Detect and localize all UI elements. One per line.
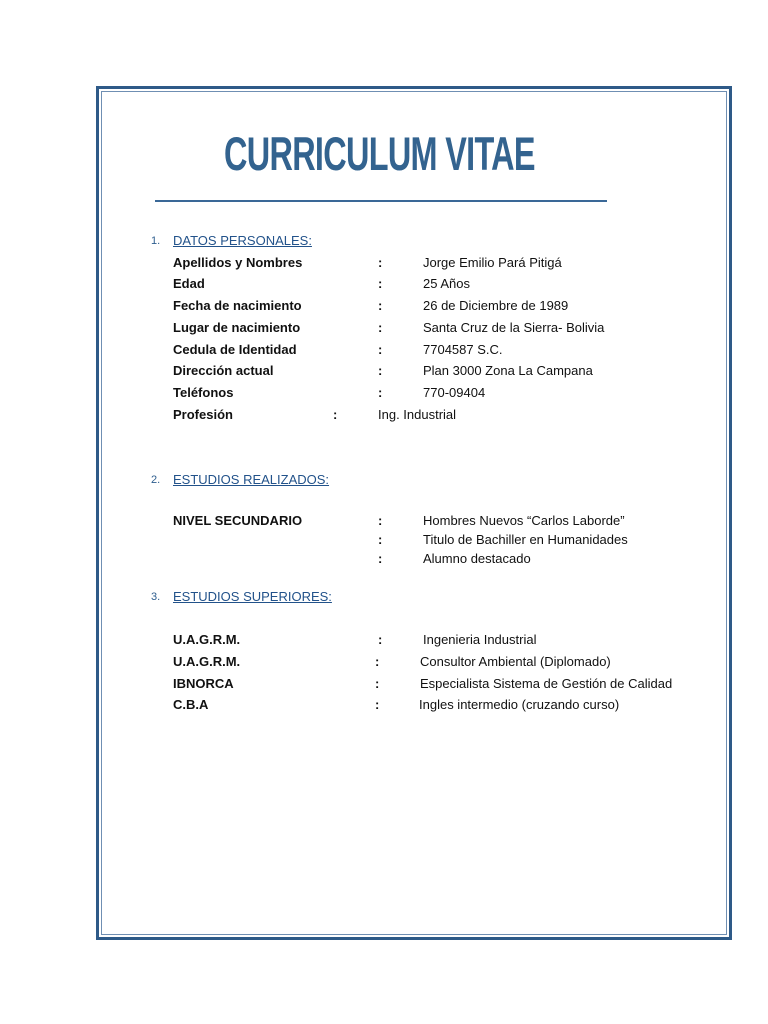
value-cedula: 7704587 S.C.	[423, 342, 503, 357]
section-title-personal: DATOS PERSONALES:	[173, 233, 312, 248]
value-colegio: Hombres Nuevos “Carlos Laborde”	[423, 513, 625, 528]
value-direccion: Plan 3000 Zona La Campana	[423, 363, 593, 378]
colon: :	[375, 676, 380, 691]
value-titulo: Titulo de Bachiller en Humanidades	[423, 532, 628, 547]
label-institucion: U.A.G.R.M.	[173, 654, 241, 669]
value-profesion: Ing. Industrial	[378, 407, 457, 422]
section-title-studies: ESTUDIOS REALIZADOS:	[173, 472, 330, 487]
colon: :	[378, 632, 383, 647]
colon: :	[378, 276, 383, 291]
value-estudio: Consultor Ambiental (Diplomado)	[420, 654, 611, 669]
value-lugar-nacimiento: Santa Cruz de la Sierra- Bolivia	[423, 320, 605, 335]
value-apellidos: Jorge Emilio Pará Pitigá	[423, 255, 562, 270]
value-edad: 25 Años	[423, 276, 470, 291]
colon: :	[378, 532, 383, 547]
label-institucion: IBNORCA	[173, 676, 234, 691]
label-profesion: Profesión	[173, 407, 233, 422]
label-nivel-secundario: NIVEL SECUNDARIO	[173, 513, 303, 528]
colon: :	[378, 342, 383, 357]
label-institucion: C.B.A	[173, 697, 209, 712]
label-lugar-nacimiento: Lugar de nacimiento	[173, 320, 301, 335]
page-title: CURRICULUM VITAE	[224, 127, 535, 180]
colon: :	[333, 407, 338, 422]
colon: :	[378, 551, 383, 566]
value-fecha-nacimiento: 26 de Diciembre de 1989	[423, 298, 569, 313]
colon: :	[375, 654, 380, 669]
value-telefonos: 770-09404	[423, 385, 486, 400]
value-distincion: Alumno destacado	[423, 551, 531, 566]
colon: :	[378, 298, 383, 313]
value-estudio: Ingenieria Industrial	[423, 632, 537, 647]
section-number-personal: 1.	[151, 235, 161, 247]
colon: :	[378, 255, 383, 270]
colon: :	[378, 513, 383, 528]
section-title-higher: ESTUDIOS SUPERIORES:	[173, 589, 332, 604]
colon: :	[378, 363, 383, 378]
section-number-higher: 3.	[151, 591, 161, 603]
label-telefonos: Teléfonos	[173, 385, 234, 400]
colon: :	[378, 385, 383, 400]
label-edad: Edad	[173, 276, 205, 291]
value-estudio: Especialista Sistema de Gestión de Calidad	[420, 676, 673, 691]
section-number-studies: 2.	[151, 474, 161, 486]
colon: :	[378, 320, 383, 335]
label-cedula: Cedula de Identidad	[173, 342, 297, 357]
label-direccion: Dirección actual	[173, 363, 274, 378]
colon: :	[375, 697, 380, 712]
label-institucion: U.A.G.R.M.	[173, 632, 241, 647]
value-estudio: Ingles intermedio (cruzando curso)	[419, 697, 620, 712]
title-underline	[155, 200, 607, 202]
label-apellidos: Apellidos y Nombres	[173, 255, 303, 270]
label-fecha-nacimiento: Fecha de nacimiento	[173, 298, 302, 313]
